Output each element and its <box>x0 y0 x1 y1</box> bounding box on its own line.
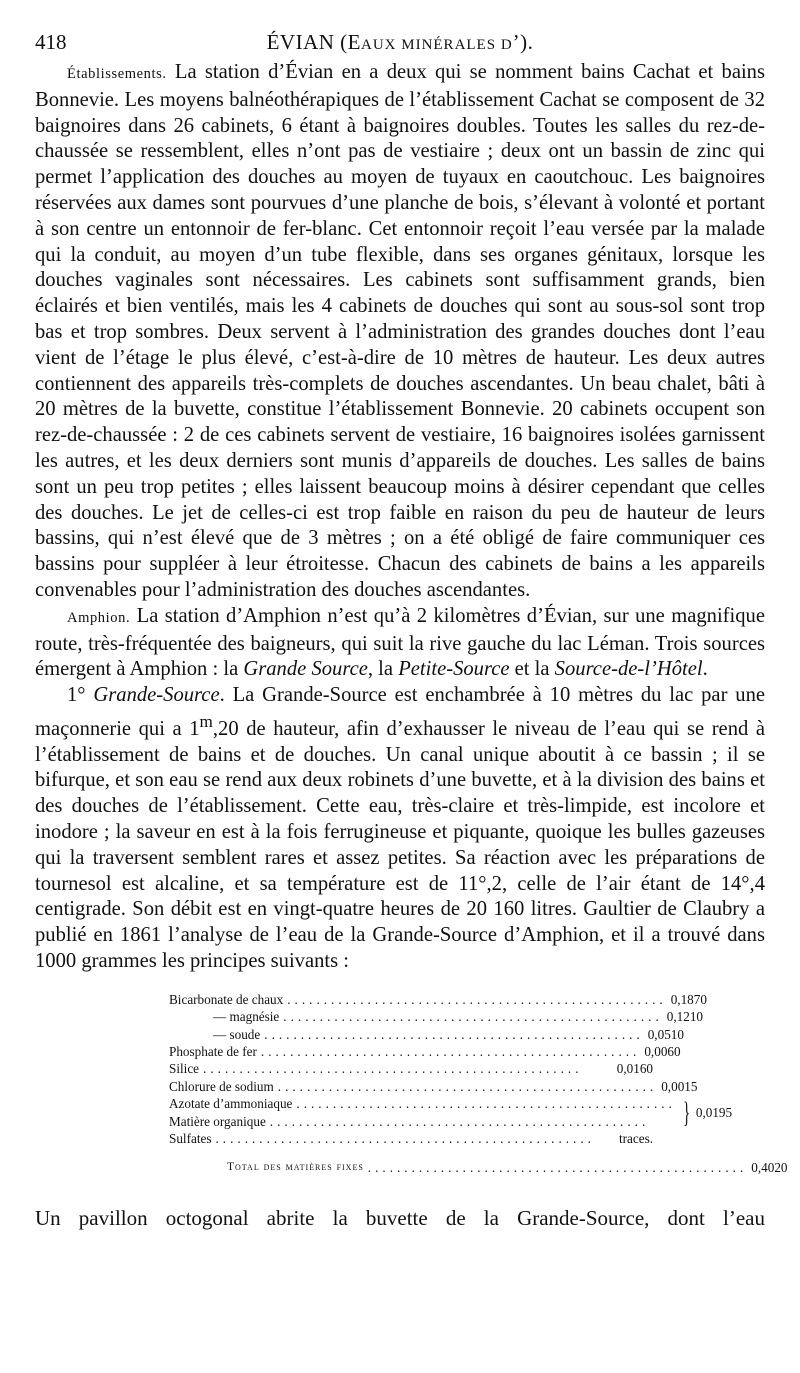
table-row: — soude .................................................... 0,0510 <box>213 1026 684 1042</box>
analysis-table <box>169 991 788 1177</box>
continuation-line: Un pavillon octogonal abrite la buvette de la Grande-Source, dont l’eau <box>35 1205 765 1230</box>
paragraph-etablissements: Établissements. La station d’Évian en a deux qui se nomment bains Cachat et bains Bonnevie. Les moyens balnéothérapiques de l’établissement Cachat se composent de 32 baignoires dans 26 cabinets, 6 étant à baignoires doubles. Toutes les salles du rez-de-chaussée se ressemblent, elles n’ont pas de vestiaire ; deux ont un bassin de zinc qui permet l’application des douches au moyen de tuyaux en caoutchouc. Les baignoires réservées aux dames sont pourvues d’une planche de bois, s’élevant à volonté et portant à son centre un entonnoir de fer-blanc. Cet entonnoir reçoit l’eau versée par la malade qui la conduit, au moyen d’un tube flexible, dans ses organes génitaux, lorsque les douches vaginales sont nécessaires. Les cabinets sont suffisamment grands, bien éclairés et bien ventilés, mais les 4 cabinets de douches qui sont au sous-sol sont trop bas et trop sombres. Deux servent à l’administration des grandes douches dont l’eau vient de l’étage le plus élevé, c’est-à-dire de 10 mètres de hauteur. Les deux autres contiennent des appareils très-complets de douches ascendantes. Un beau chalet, bâti à 20 mètres de la buvette, constitue l’établissement Bonnevie. 20 cabinets occupent son rez-de-chaussée : 2 de ces cabinets servent de vestiaire, 16 baignoires isolées garnissent les autres, et les deux derniers sont munis d’appareils de douches. Les salles de bains sont un peu trop petites ; elles laissent beaucoup moins à désirer cependant que celles des douches. Le jet de celles-ci est trop faible en raison du peu de hauteur de leurs bassins, qui n’est élevé que de 3 mètres ; on a été obligé de faire communiquer ces bassins pour suppléer à leur étroitesse. Chacun des cabinets de bains a les appareils convenables pour l’administration des douches ascendantes. <box>35 61 765 601</box>
table-total-row: Total des matières fixes .................................................... 0,4020 <box>227 1160 788 1176</box>
document-page <box>35 30 788 1252</box>
table-row: — magnésie .................................................... 0,1210 <box>213 1009 703 1025</box>
section-lead: Établissements. <box>67 66 167 82</box>
paragraph-grande-source: 1° Grande-Source. La Grande-Source est enchambrée à 10 mètres du lac par une maçonnerie qui a 1$^m$,20 de hauteur, afin d’exhausser le niveau de l’eau qui se rend à l’établissement de bains et de douches. Un canal unique aboutit à ce bassin ; il se bifurque, et son eau se rend aux deux robinets d’une buvette, et à la division des bains et des douches de l’établissement. Cette eau, très-claire et très-limpide, est incolore et inodore ; la saveur en est à la fois ferrugineuse et piquante, quoique les bulles gazeuses qui la traversent semblent rares et assez petites. Sa réaction avec les préparations de tournesol est alcaline, et sa température est de 11°,2, celle de l’air étant de 14°,4 centigrade. Son débit est en vingt-quatre heures de 20 160 litres. Gaultier de Claubry a publié en 1861 l’analyse de l’eau de la Grande-Source d’Amphion, et il a trouvé dans 1000 grammes les principes suivants : <box>35 684 766 972</box>
section-lead: Amphion. <box>67 609 131 626</box>
brace-icon: } <box>682 1095 691 1129</box>
running-title: ÉVIAN (EAUX MINÉRALES D’). <box>266 30 534 54</box>
table-row: Chlorure de sodium .................................................... 0,0015 <box>169 1078 698 1094</box>
table-row: Phosphate de fer .................................................... 0,0060 <box>169 1043 681 1059</box>
page-number: 418 <box>35 30 67 54</box>
paragraph-amphion: Amphion. La station d’Amphion n’est qu’à 2 kilomètres d’Évian, sur une magnifique route, très-fréquentée des baigneurs, qui suit la rive gauche du lac Léman. Trois sources émergent à Amphion : la Grande Source, la Petite-Source et la Source-de-l’Hôtel. <box>35 604 765 681</box>
table-row: Sulfates .................................................... traces. <box>169 1131 653 1146</box>
table-row-grouped: Azotate d’ammoniaque .................................................... Matière organique .................................................... } 0,0195 <box>169 1095 733 1129</box>
table-row: Silice .................................................... 0,0160 <box>169 1061 653 1077</box>
body-text <box>35 60 765 975</box>
table-row: Bicarbonate de chaux .................................................... 0,1870 <box>169 991 707 1007</box>
running-head <box>35 30 765 60</box>
